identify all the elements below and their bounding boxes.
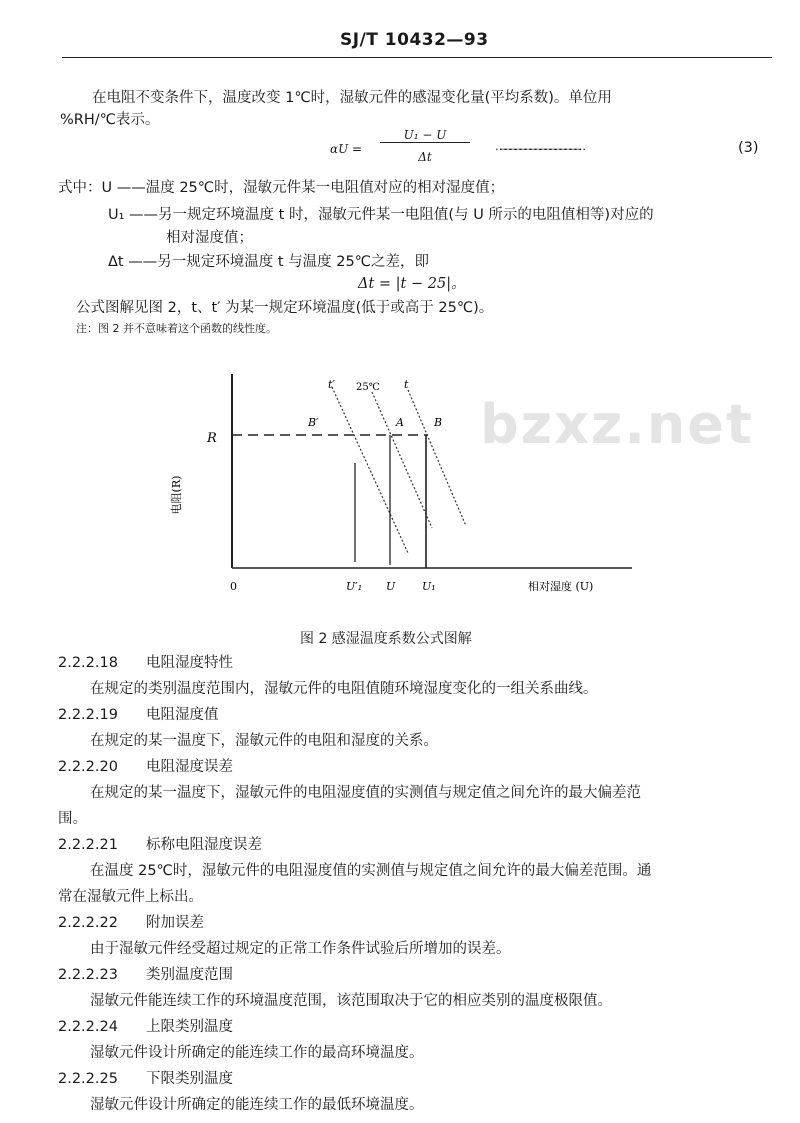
- where-dt: Δt ——另一规定环境温度 t 与温度 25℃之差，即: [108, 254, 429, 270]
- section-title: 附加误差: [146, 915, 204, 931]
- section-body-line: 常在湿敏元件上标出。: [58, 889, 203, 905]
- x-mark-u: U: [386, 580, 396, 593]
- section-number: 2.2.2.19: [58, 707, 118, 723]
- section-heading: [58, 962, 778, 988]
- x-mark-u1: U₁: [422, 580, 436, 593]
- formula-numerator: U₁ − U: [380, 128, 470, 143]
- y-axis-label: 电阻(R): [170, 475, 183, 515]
- section-heading: [58, 832, 778, 858]
- section-body-line: 湿敏元件设计所确定的能连续工作的最高环境温度。: [90, 1045, 424, 1061]
- curve-label-t: t: [404, 378, 409, 391]
- definitions-list: [58, 650, 778, 1118]
- curve-label-25c: 25℃: [356, 382, 380, 393]
- watermark: bzxz.net: [480, 393, 754, 456]
- formula-denominator: Δt: [418, 150, 432, 164]
- formula-leader: ……………………………………………: [495, 140, 580, 153]
- section-heading: [58, 702, 778, 728]
- r-label: R: [207, 431, 217, 446]
- formula-explain: 公式图解见图 2，t、t′ 为某一规定环境温度(低于或高于 25℃)。: [76, 300, 494, 316]
- section-number: 2.2.2.23: [58, 967, 118, 983]
- point-label-b-prime: B′: [308, 416, 319, 429]
- formula-lhs: αU =: [330, 142, 363, 156]
- section-body-line: 湿敏元件设计所确定的能连续工作的最低环境温度。: [90, 1097, 424, 1113]
- section-number: 2.2.2.25: [58, 1071, 118, 1087]
- where-u: 式中：U ——温度 25℃时，湿敏元件某一电阻值对应的相对湿度值；: [58, 180, 505, 196]
- x-mark-u1-prime: U′₁: [346, 580, 363, 593]
- formula-number: (3): [738, 140, 759, 156]
- section-title: 标称电阻湿度误差: [146, 837, 262, 853]
- dt-equation: Δt = |t − 25|。: [358, 276, 466, 292]
- section-heading: [58, 754, 778, 780]
- origin-label: 0: [230, 580, 237, 593]
- section-body-line: 在规定的类别温度范围内，湿敏元件的电阻值随环境湿度变化的一组关系曲线。: [90, 681, 598, 697]
- where-u1-cont: 相对湿度值；: [166, 230, 253, 246]
- section-number: 2.2.2.18: [58, 655, 118, 671]
- curve-25c: [372, 392, 432, 528]
- standard-number-header: SJ/T 10432—93: [340, 30, 489, 50]
- curve-t-prime: [332, 387, 408, 553]
- section-body-line: 湿敏元件能连续工作的环境温度范围，该范围取决于它的相应类别的温度极限值。: [90, 993, 612, 1009]
- figure-caption: 图 2 感湿温度系数公式图解: [300, 631, 472, 647]
- section-title: 电阻湿度值: [146, 707, 219, 723]
- section-body-line: 围。: [58, 811, 87, 827]
- section-body-line: 在规定的某一温度下，湿敏元件的电阻湿度值的实测值与规定值之间允许的最大偏差范: [90, 785, 641, 801]
- section-heading: [58, 650, 778, 676]
- point-label-b: B: [434, 416, 443, 429]
- section-title: 上限类别温度: [146, 1019, 233, 1035]
- section-body-line: 由于湿敏元件经受超过规定的正常工作条件试验后所增加的误差。: [90, 941, 511, 957]
- section-number: 2.2.2.22: [58, 915, 118, 931]
- intro-line-1: 在电阻不变条件下，温度改变 1℃时，湿敏元件的感湿变化量(平均系数)。单位用: [92, 90, 612, 106]
- section-title: 类别温度范围: [146, 967, 233, 983]
- x-axis-label: 相对湿度 (U): [528, 580, 594, 593]
- section-number: 2.2.2.24: [58, 1019, 118, 1035]
- section-heading: [58, 1014, 778, 1040]
- section-body-line: 在规定的某一温度下，湿敏元件的电阻和湿度的关系。: [90, 733, 438, 749]
- intro-line-2: %RH/℃表示。: [60, 112, 160, 128]
- curve-label-t-prime: t′: [328, 378, 335, 391]
- section-heading: [58, 1066, 778, 1092]
- section-title: 电阻湿度误差: [146, 759, 233, 775]
- section-title: 下限类别温度: [146, 1071, 233, 1087]
- section-number: 2.2.2.20: [58, 759, 118, 775]
- section-title: 电阻湿度特性: [146, 655, 233, 671]
- section-number: 2.2.2.21: [58, 837, 118, 853]
- section-body-line: 在温度 25℃时，湿敏元件的电阻湿度值的实测值与规定值之间允许的最大偏差范围。通: [90, 863, 652, 879]
- figure-note: 注：图 2 并不意味着这个函数的线性度。: [76, 322, 277, 335]
- header-rule: [62, 57, 772, 58]
- curve-t: [408, 390, 466, 526]
- figure-2-diagram: [160, 360, 660, 630]
- where-u1: U₁ ——另一规定环境温度 t 时，湿敏元件某一电阻值(与 U 所示的电阻值相等)对应的: [108, 207, 654, 223]
- point-label-a: A: [396, 416, 404, 429]
- section-heading: [58, 910, 778, 936]
